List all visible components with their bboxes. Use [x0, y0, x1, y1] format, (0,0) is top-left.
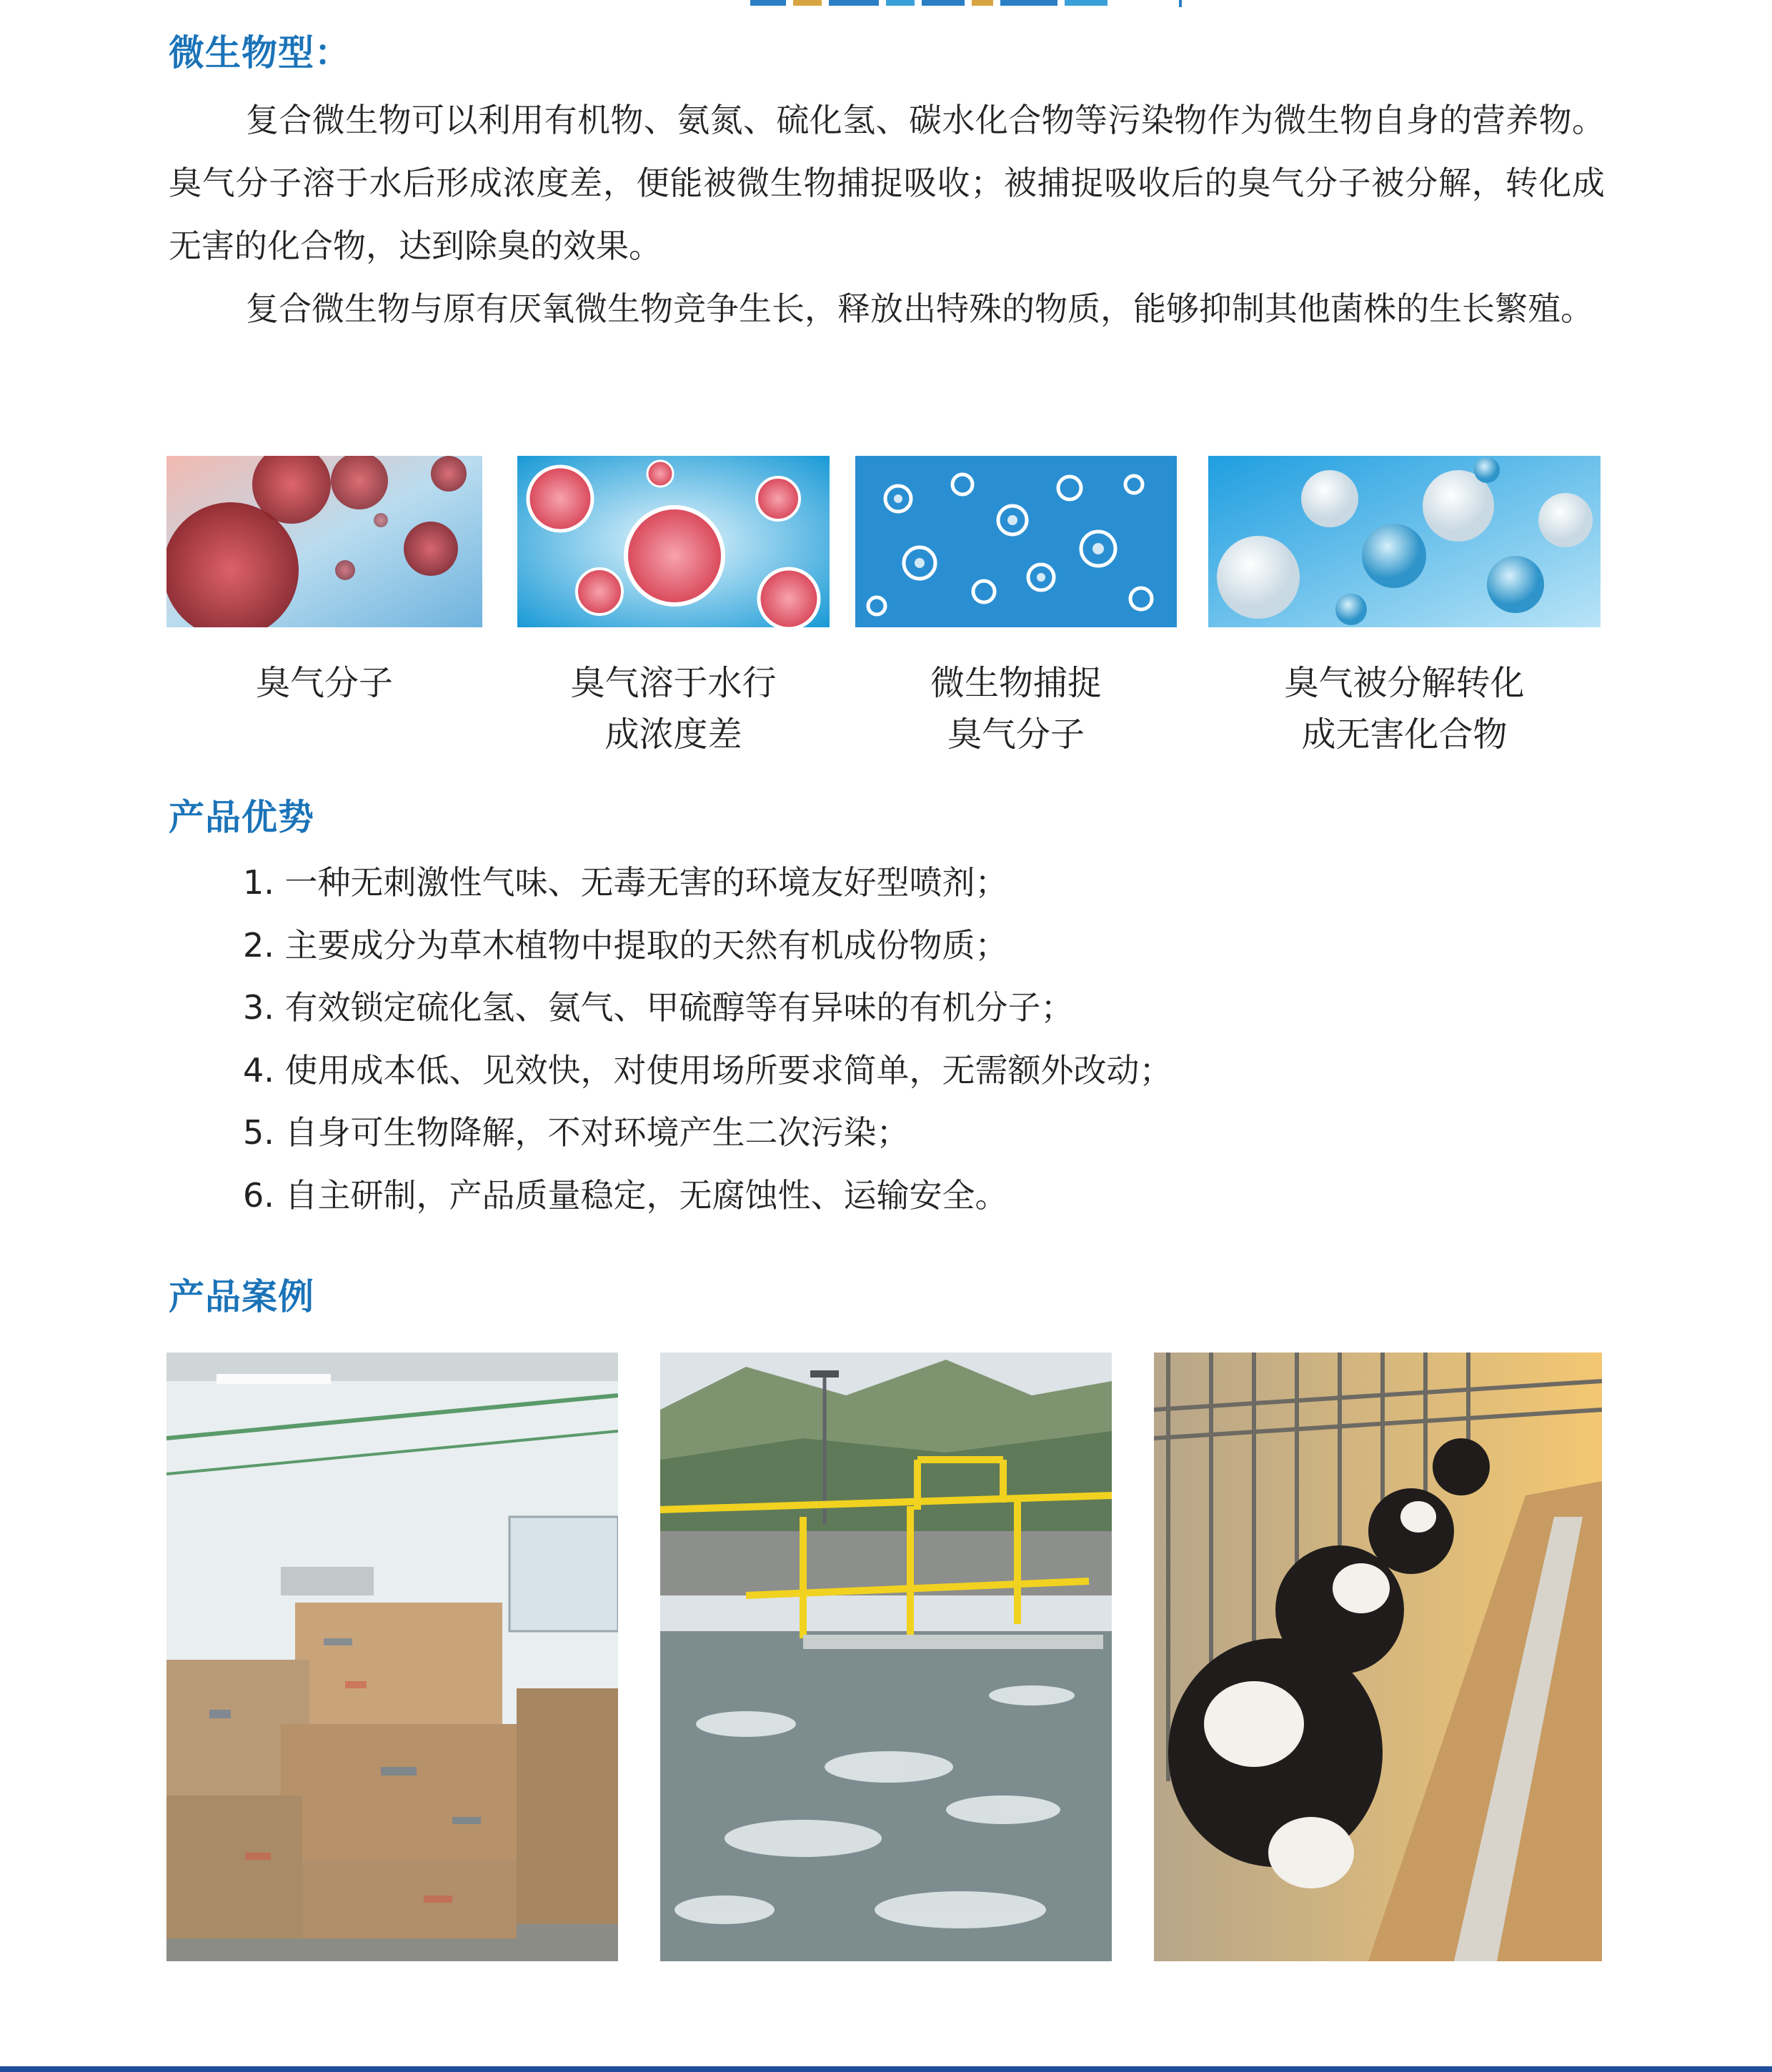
- odor-molecule-image: [166, 456, 482, 627]
- cattle-farm-photo: [1154, 1353, 1602, 1961]
- advantage-item-4: 4. 使用成本低、见效快，对使用场所要求简单，无需额外改动；: [243, 1050, 1173, 1090]
- microbe-paragraph-1: 复合微生物可以利用有机物、氨氮、硫化氢、碳水化合物等污染物作为微生物自身的营养物。臭气分子溶于水后形成浓度差，便能被微生物捕捉吸收；被捕捉吸收后的臭气分子被分解，转化成无害的化合物，达到除臭的效果。: [169, 101, 1605, 265]
- dissolve-in-water-image: [517, 456, 830, 627]
- advantages-section-title: 产品优势: [169, 797, 314, 838]
- step-caption-3-line2: 臭气分子: [947, 714, 1085, 754]
- step-caption-2: [517, 657, 830, 760]
- microbe-capture-image: [855, 456, 1177, 627]
- step-caption-3: [855, 657, 1177, 760]
- bottom-rule: [0, 2066, 1772, 2072]
- step-caption-4-line1: 臭气被分解转化: [1284, 663, 1525, 703]
- step-caption-4: [1208, 657, 1601, 760]
- decomposition-image: [1208, 456, 1601, 627]
- cases-section-title: 产品案例: [169, 1276, 314, 1318]
- step-caption-1: [166, 657, 482, 709]
- microbe-section-title: 微生物型：: [169, 32, 351, 74]
- advantages-list: [243, 852, 1173, 1227]
- advantage-item-5: 5. 自身可生物降解，不对环境产生二次污染；: [243, 1113, 910, 1152]
- top-decoration-strip: [750, 0, 1193, 9]
- advantage-item-1: 1. 一种无刺激性气味、无毒无害的环境友好型喷剂；: [243, 863, 1008, 902]
- step-caption-2-line2: 成浓度差: [604, 714, 742, 754]
- step-caption-3-line1: 微生物捕捉: [930, 663, 1102, 703]
- step-caption-1-line1: 臭气分子: [255, 663, 393, 703]
- microbe-paragraph-2: 复合微生物与原有厌氧微生物竞争生长，释放出特殊的物质，能够抑制其他菌株的生长繁殖。: [246, 289, 1593, 328]
- sewage-treatment-photo: [660, 1353, 1112, 1961]
- advantage-item-3: 3. 有效锁定硫化氢、氨气、甲硫醇等有异味的有机分子；: [243, 988, 1074, 1027]
- advantage-item-6: 6. 自主研制，产品质量稳定，无腐蚀性、运输安全。: [243, 1175, 1008, 1215]
- step-caption-2-line1: 臭气溶于水行: [570, 663, 777, 703]
- waste-recycling-photo: [166, 1353, 618, 1961]
- advantage-item-2: 2. 主要成分为草木植物中提取的天然有机成份物质；: [243, 925, 1008, 965]
- step-caption-4-line2: 成无害化合物: [1301, 714, 1508, 754]
